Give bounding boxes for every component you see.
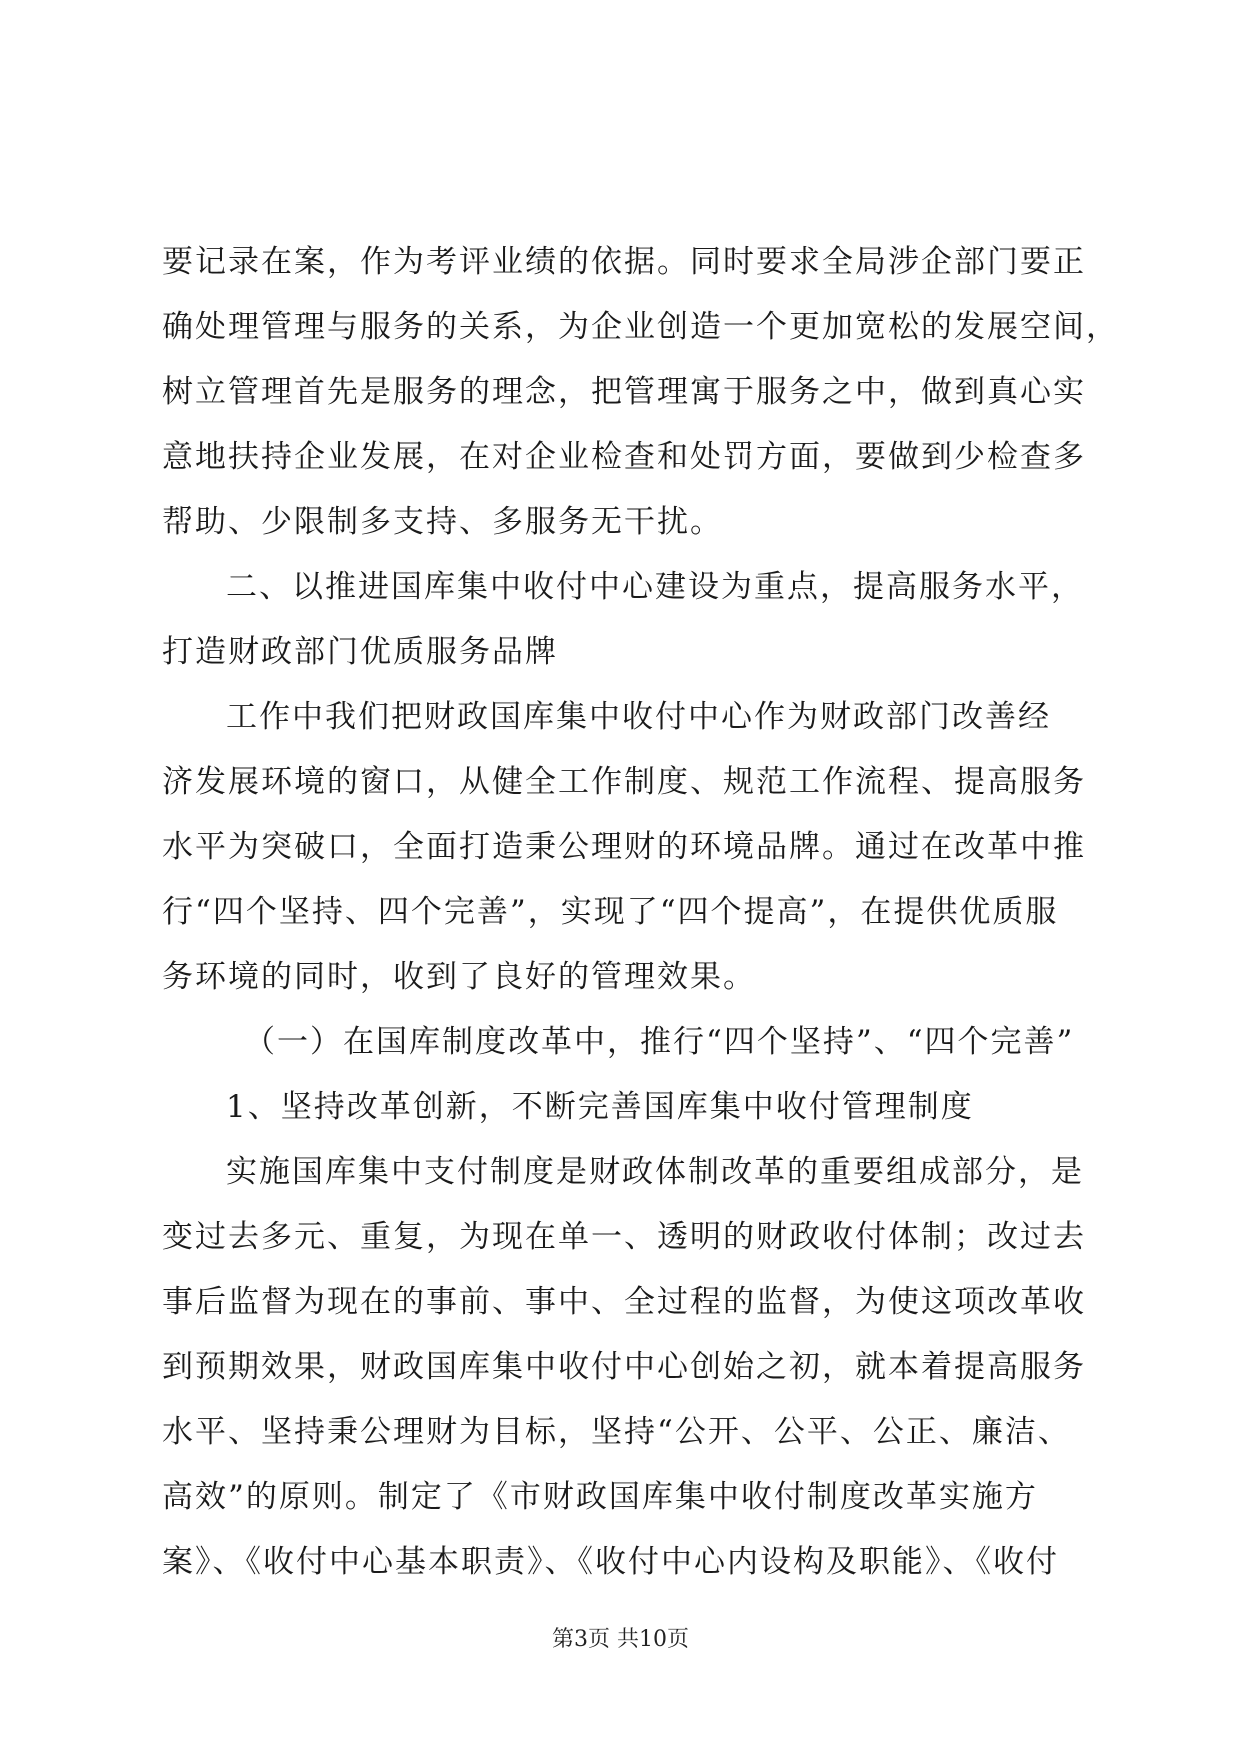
text-line: 济发展环境的窗口，从健全工作制度、规范工作流程、提高服务 [162, 764, 1086, 800]
text-line: 实施国库集中支付制度是财政体制改革的重要组成部分，是 [226, 1154, 1084, 1190]
item-heading-line: 1、坚持改革创新，不断完善国库集中收付管理制度 [226, 1089, 974, 1125]
text-line: 要记录在案，作为考评业绩的依据。同时要求全局涉企部门要正 [162, 244, 1086, 280]
text-line: 案》、《收付中心基本职责》、《收付中心内设构及职能》、《收付 [162, 1544, 1059, 1580]
page-footer: 第3页 共10页 [552, 1627, 689, 1652]
text-line: 确处理管理与服务的关系，为企业创造一个更加宽松的发展空间， [162, 309, 1119, 345]
section-heading-line: 二、以推进国库集中收付中心建设为重点，提高服务水平， [226, 569, 1084, 605]
section-heading-line: 打造财政部门优质服务品牌 [162, 634, 558, 670]
subsection-heading-line: （一）在国库制度改革中，推行“四个坚持”、“四个完善” [244, 1024, 1075, 1060]
text-line: 水平为突破口，全面打造秉公理财的环境品牌。通过在改革中推 [162, 829, 1086, 865]
text-line: 务环境的同时，收到了良好的管理效果。 [162, 959, 756, 995]
document-body [162, 230, 1119, 1595]
text-line: 高效”的原则。制定了《市财政国库集中收付制度改革实施方 [162, 1479, 1038, 1515]
text-line: 水平、坚持秉公理财为目标，坚持“公开、公平、公正、廉洁、 [162, 1414, 1071, 1450]
text-line: 帮助、少限制多支持、多服务无干扰。 [162, 504, 723, 540]
text-line: 树立管理首先是服务的理念，把管理寓于服务之中，做到真心实 [162, 374, 1086, 410]
text-line: 变过去多元、重复，为现在单一、透明的财政收付体制；改过去 [162, 1219, 1086, 1255]
text-line: 工作中我们把财政国库集中收付中心作为财政部门改善经 [226, 699, 1051, 735]
text-line: 意地扶持企业发展，在对企业检查和处罚方面，要做到少检查多 [162, 439, 1086, 475]
text-line: 到预期效果，财政国库集中收付中心创始之初，就本着提高服务 [162, 1349, 1086, 1385]
text-line: 事后监督为现在的事前、事中、全过程的监督，为使这项改革收 [162, 1284, 1086, 1320]
text-line: 行“四个坚持、四个完善”，实现了“四个提高”，在提供优质服 [162, 894, 1059, 930]
